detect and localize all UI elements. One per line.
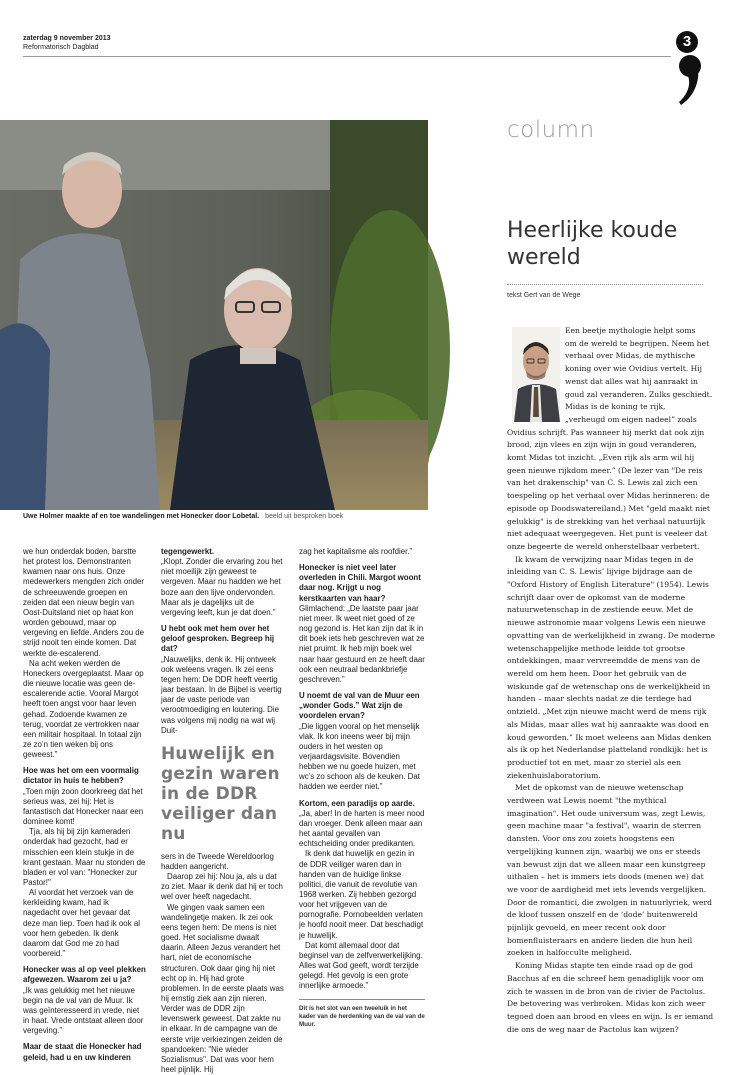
column-paragraph-1: Ovidius schrijft. Pas wanneer hij merkt dat ook zijn brood, zijn vlees en zijn wijn in goud veranderen, komt Midas tot inzicht. „Even rijk als arm wil hij geen nieuwe rijkdom meer.” (De lezer van "De reis van het drakenschip" van C. S. Lewis zal zich een toespeling op het verhaal over Midas herinneren: de episode op Doodswatereiland.) Met "geld maakt niet gelukkig" is de strekking van het verhaal natuurlijk niet adequaat weergegeven. Het punt is veeleer dat onze begeerte de wereld onherstelbaar verbetert.	[507, 427, 710, 551]
lead-line: koning over wie Ovidius vertelt. Hij	[565, 364, 703, 374]
article-paragraph: Al voordat het verzoek van de kerkleiding kwam, had ik nagedacht over het gevaar dat deze man liep. Toen had ik ook al voor hem gebeden. Ik denk daarom dat God me zo had voorbereid.”	[23, 888, 140, 959]
photo-credit: beeld uit besproken boek	[265, 513, 344, 520]
article-paragraph: „Ik was gelukkig met het nieuwe begin na de val van de Muur. Ik was geïnteresseerd in vrede, niet in haat. Vrede ontstaat alleen door vergeving.”	[23, 985, 144, 1036]
header-rule	[23, 56, 671, 57]
article-footnote: Dit is het slot van een tweeluik in het kader van de herdenking van de val van de Muur.	[299, 999, 425, 1029]
column-lead	[507, 325, 715, 427]
news-photo	[0, 120, 428, 510]
article-column-2	[161, 547, 285, 1075]
article-paragraph: Na acht weken werden de Honeckers overgeplaatst. Maar op die nieuwe locatie was geen de-escalerende actie. Vooral Margot heeft toen angst voor haar leven gehad. Zodoende kwamen ze terug, voordat ze vertrokken naar een militair hospitaal. In totaal zijn ze zo’n tien weken bij ons geweest.”	[23, 658, 144, 760]
article-paragraph: sers in de Tweede Wereldoorlog hadden aangericht.	[161, 851, 274, 871]
byline: tekst Gert van de Wege	[507, 292, 581, 299]
article-paragraph: Dat komt allemaal door dat beginsel van de zelfverwerkelijking. Alles wat God geeft, wordt terzijde gelegd. Het gevolg is een grote innerlijke armoede.”	[299, 940, 423, 991]
lead-line: wenst dat alles wat hij aanraakt in	[565, 376, 698, 386]
caption-text: Uwe Holmer maakte af en toe wandelingen met Honecker door Lobetal.	[23, 513, 260, 520]
column-paragraph-3: Met de opkomst van de nieuwe wetenschap verdween wat Lewis noemt "the mythical imagination". Het oude universum was, zegt Lewis, geen machine maar "a festival", waarin de sterren dansten. Voor ons zou zoiets hoogstens een vergelijking kunnen zijn, waarbij we ons er steeds van bewust zijn dat we alleen maar een kunstgreep uithalen – het is immers iets doods (menen we) dat we voor de aardigheid met iets levends vergelijken. Door de romantici, die zwolgen in natuurlyriek, werd de kloof tussen onszelf en de ‘dode’ buitenwereld pijnlijk gevoeld, en meer recent ook door bomenfluisteraars en andere lieden die hun heil zoeken in halfocculte meligheid.	[507, 783, 713, 958]
article-column-1	[23, 547, 147, 1063]
article-paragraph: Ik denk dat huwelijk en gezin in de DDR veiliger waren dan in handen van de huidige linkse politici, die vanuit de revolutie van 1968 werken. Zij hebben gezorgd voor het vrijgeven van de pornografie. Pornobeelden verlaten je hoofd nooit meer. Dat beschadigt je huwelijk.	[299, 849, 424, 940]
photo-illustration	[0, 120, 428, 510]
column-2-bottom	[161, 852, 285, 1075]
article-paragraph: „Die liggen vooral op het menselijk vlak. Ik kon ineens weer bij mijn ouders in het westen op verjaardagsvisite. Bovendien hebben we nu goede huizen, met wc’s zo schoon als de keuken. Dat hadden we eerder niet.”	[299, 721, 420, 792]
interview-question: tegengewerkt.	[161, 547, 215, 556]
interview-question: U hebt ook met hem over het geloof gesproken. Begreep hij dat?	[161, 624, 275, 654]
headline-dotted-rule	[507, 284, 703, 285]
article-paragraph: „Nauwelijks, denk ik. Hij ontweek ook weleens vragen. Ik zei eens tegen hem: De DDR heeft veertig jaar bestaan. In de Bijbel is veertig jaar de vaste periode van verootmoediging en loutering. Die was volgens mij nodig na wat wij Duit-	[161, 654, 282, 735]
article-paragraph: Tja, als hij bij zijn kameraden onderdak had gezocht, had er misschien een klein stukje in de krant gestaan. Maar nu stonden de bladen er vol van: "Honecker zur Pastor!"	[23, 827, 146, 887]
page-number-badge: 3	[676, 31, 698, 53]
lead-line: goud zal veranderen. Zulks geschiedt.	[565, 389, 713, 399]
column-2-top	[161, 547, 285, 736]
pull-quote: Huwelijk en gezin waren in de DDR veiliger dan nu	[161, 743, 280, 844]
interview-question: U noemt de val van de Muur een „wonder Gods.” Wat zijn de voordelen ervan?	[299, 691, 420, 721]
photo-caption	[23, 512, 443, 521]
article-paragraph: We gingen vaak samen een wandelingetje maken. Ik zei ook eens tegen hem: De mens is niet goed. Het socialisme dwaalt daarin. Alleen Jezus verandert het hart, niet de economische structuren. Ook daar ging hij niet echt op in. Hij had grote problemen. In de eerste plaats was hij ernstig ziek aan zijn nieren. Verder was de DDR zijn levenswerk geweest. Dat zakte nu in elkaar. In de campagne van de eerste vrije verkiezingen zeiden de spandoeken: "Nie wieder Sozialismus". Dat was voor hem heel pijnlijk. Hij	[161, 902, 284, 1075]
column-paragraph-4: Koning Midas stapte ten einde raad op de god Bacchus af en die schreef hem genadiglijk voor om zich te wassen in de bron van de rivier de Pactolus. De betovering was verbroken. Midas kon zich weer tegoed doen aan brood en vlees en wijn. Is er iemand die ons de weg naar de Pactolus kan wijzen?	[507, 961, 714, 1034]
interview-question: Honecker was al op veel plekken afgewezen. Waarom zei u ja?	[23, 965, 146, 985]
article-column-3	[299, 547, 425, 1029]
interview-question: Maar de staat die Honecker had geleid, had u en uw kinderen	[23, 1042, 142, 1062]
article-paragraph: „Klopt. Zonder die ervaring zou het niet moeilijk zijn geweest te vergeven. Maar nu hadden we het boze aan den lijve ondervonden. Maar als je dagelijks uit de vergeving leeft, kun je dat doen.”	[161, 557, 283, 617]
lead-line: Een beetje mythologie helpt soms	[565, 326, 696, 335]
article-paragraph: Daarop zei hij: Nou ja, als u dat zo ziet. Maar ik denk dat hij er toch wel over heeft nagedacht.	[161, 872, 283, 902]
column-3-body	[299, 547, 425, 992]
interview-question: Hoe was het om een voormalig dictator in huis te hebben?	[23, 766, 139, 786]
column-paragraph-2: Ik kwam de verwijzing naar Midas tegen in de inleiding van C. S. Lewis’ lijvige bijdrage aan de "Oxford History of English Literature" (1954). Lewis schrijft daar over de opkomst van de moderne natuurwetenschap in de zestiende eeuw. Met de nieuwe astronomie maar volgens Lewis een nieuwe opvatting van de werkelijkheid in zwang. De moderne wetenschappelijke methode leidde tot grootse ontdekkingen, maar vervreemdde de mens van de wereld om hem heen. Door het gebruik van de wiskunde gaf de wetenschap ons de werkelijkheid in handen – maar slechts nadat ze die terdege had ontzield. „Met zijn nieuwe macht werd de mens rijk als Midas, maar alles wat hij aanraakte was dood en koud geworden.” Ik moet weleens aan Midas denken als ik op het Nederlandse platteland rondkijk: het is productief tot en met, maar zo steriel als een ziekenhuislaboratorium.	[507, 554, 715, 780]
column-headline: Heerlijke koude wereld	[507, 218, 678, 270]
lead-line: om de wereld te begrijpen. Neem het	[565, 338, 710, 348]
lead-line: „verheugd om eigen nadeel” zoals	[565, 414, 697, 424]
issue-date: zaterdag 9 november 2013	[23, 35, 111, 42]
section-tag: column	[507, 117, 595, 143]
lead-line: Midas is de koning te rijk,	[565, 402, 666, 412]
article-paragraph: we hun onderdak boden, barstte het protest los. Demonstranten kwamen naar ons huis. Onze medewerkers mengden zich onder de schreeuwende groepen en zeiden dat een nieuw begin van Oost-Duitsland niet op haat kon worden gebouwd, maar op vergeving en liefde. Anders zou de strijd nooit ten einde komen. Dat werkte de-escalerend.	[23, 547, 145, 658]
article-paragraph: „Ja, aber! In de harten is meer nood dan vroeger. Denk alleen maar aan het aantal gevallen van echtscheiding onder predikanten.	[299, 808, 425, 849]
article-paragraph: Glimlachend: „De laatste paar jaar niet meer. Ik weet niet goed of ze nog gezond is. Het kan zijn dat ik in dit boek iets heb geschreven wat ze niet pruimt. Ik heb mijn boek wel naar haar gestuurd en ze heeft daar ook een neutraal bedankbriefje geschreven.”	[299, 603, 425, 684]
article-paragraph: „Toen mijn zoon doorkreeg dat het serieus was, zei hij: Het is fantastisch dat Honecker naar een dominee komt!	[23, 786, 144, 827]
lead-line: verhaal over Midas, de mythische	[565, 351, 696, 361]
newspaper-name: Reformatorisch Dagblad	[23, 44, 99, 51]
interview-question: Kortom, een paradijs op aarde.	[299, 798, 415, 808]
article-paragraph: zag het kapitalisme als roofdier.”	[299, 547, 413, 556]
comma-logo-icon	[676, 54, 704, 106]
masthead	[23, 34, 111, 52]
column-body	[507, 325, 715, 1036]
interview-question: Honecker is niet veel later overleden in Chili. Margot woont daar nog. Krijgt u nog kerstkaarten van haar?	[299, 563, 421, 603]
